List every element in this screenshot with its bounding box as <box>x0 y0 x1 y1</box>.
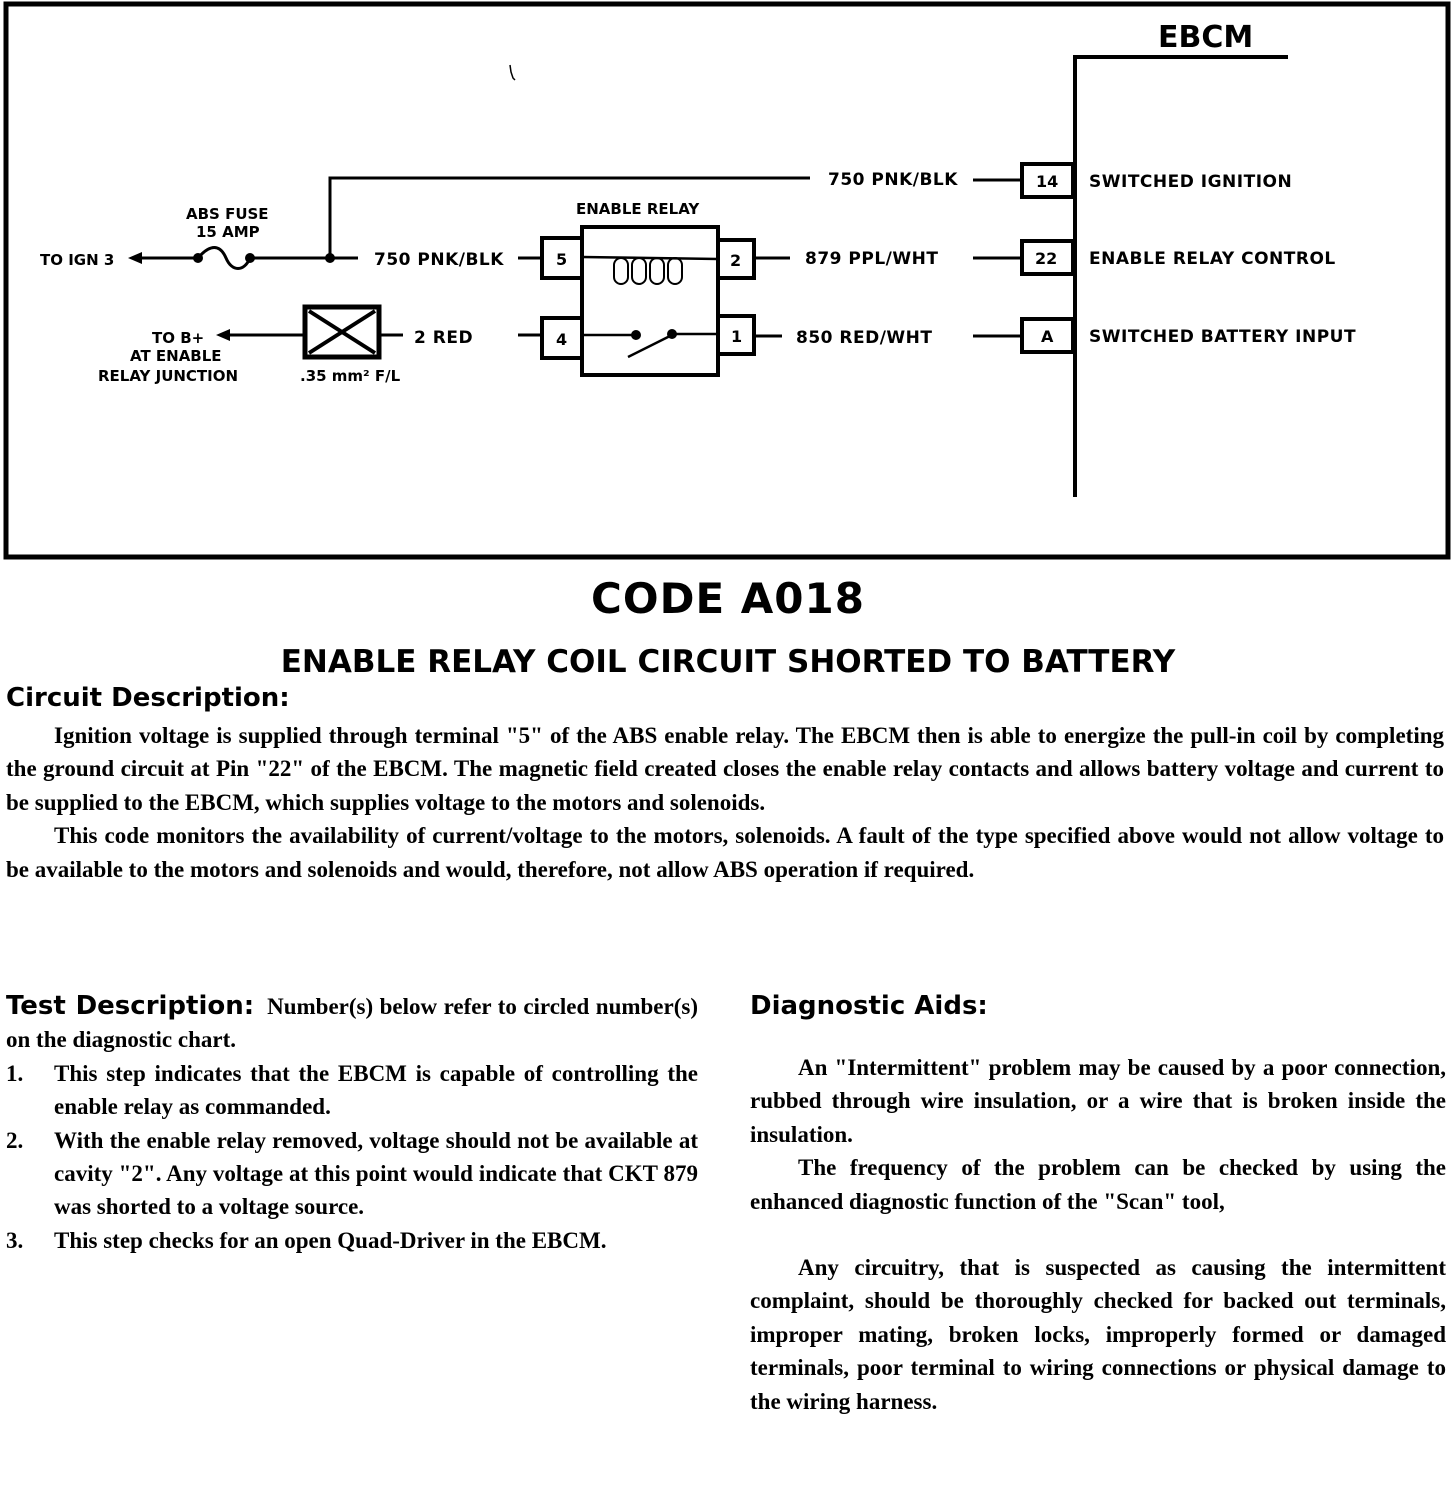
ebcm-switched-battery-input-label: SWITCHED BATTERY INPUT <box>1089 327 1357 347</box>
test-step <box>6 1057 698 1124</box>
code-subtitle: ENABLE RELAY COIL CIRCUIT SHORTED TO BATTERY <box>280 644 1176 680</box>
ebcm-outline <box>1075 57 1288 497</box>
ebcm-enable-relay-control-label: ENABLE RELAY CONTROL <box>1089 249 1336 269</box>
wiring-diagram <box>0 0 1456 565</box>
splice-dot <box>325 253 335 263</box>
relay-pin-2-label: 2 <box>730 251 742 270</box>
circuit-description-paragraph: Ignition voltage is supplied through terminal "5" of the ABS enable relay. The EBCM then is able to energize the pull-in coil by completing the ground circuit at Pin "22" of the EBCM. The magnetic field created closes the enable relay contacts and allows battery voltage and current to be supplied to the EBCM, which supplies voltage to the motors and solenoids. <box>6 723 1444 815</box>
test-step-text: With the enable relay removed, voltage should not be available at cavity "2". Any voltage at this point would indicate that CKT 879 was shorted to a voltage source. <box>54 1127 698 1220</box>
ebcm-switched-ignition-label: SWITCHED IGNITION <box>1089 172 1293 192</box>
ebcm-pin-22-label: 22 <box>1035 249 1058 268</box>
fusible-link-label: .35 mm² F/L <box>300 367 401 385</box>
diagnostic-aids-paragraph: The frequency of the problem can be checked by using the enhanced diagnostic function of the "Scan" tool, <box>750 1155 1446 1214</box>
fuse-label-line1: ABS FUSE <box>186 205 269 223</box>
wire-label-750-relay: 750 PNK/BLK <box>374 250 504 270</box>
diagnostic-aids-paragraph: Any circuitry, that is suspected as causing the intermittent complaint, should be thoroughly checked for backed out terminals, improper mating, broken locks, improperly formed or damaged terminals, poor terminal to wiring connections or physical damage to the wiring harness. <box>750 1255 1446 1414</box>
test-step <box>6 1224 698 1257</box>
relay-pin-5-label: 5 <box>556 250 568 269</box>
test-step-text: This step checks for an open Quad-Driver in the EBCM. <box>54 1227 607 1253</box>
to-b-plus-line1: TO B+ <box>152 329 205 347</box>
test-description-intro-block <box>6 990 698 1057</box>
test-steps-list <box>6 1057 698 1257</box>
ebcm-pin-14-label: 14 <box>1036 172 1059 191</box>
test-step-number: 2. <box>6 1127 24 1153</box>
test-step-text: This step indicates that the EBCM is capable of controlling the enable relay as commanded. <box>54 1060 698 1120</box>
relay-pin-1-label: 1 <box>731 327 743 346</box>
arrow-left-icon <box>216 329 230 341</box>
diagnostic-aids-paragraph: An "Intermittent" problem may be caused by a poor connection, rubbed through wire insulation, or a wire that is broken inside the insulation. <box>750 1055 1446 1147</box>
diagnostic-aids-section <box>750 990 1446 1418</box>
to-b-plus-line2: AT ENABLE <box>130 347 222 365</box>
relay-pin-4-label: 4 <box>556 330 568 349</box>
to-ign-3-label: TO IGN 3 <box>40 251 115 269</box>
circuit-description-heading: Circuit Description: <box>6 683 290 713</box>
ebcm-title: EBCM <box>1158 20 1254 55</box>
circuit-description-paragraph: This code monitors the availability of current/voltage to the motors, solenoids. A fault of the type specified above would not allow voltage to be available to the motors and solenoids and would, therefore, not allow ABS operation if required. <box>6 823 1444 882</box>
wire-label-2-red: 2 RED <box>414 328 474 348</box>
scan-speck <box>510 65 515 80</box>
wire-label-850: 850 RED/WHT <box>796 328 933 348</box>
test-description-intro: Number(s) below refer to circled number(s) on the diagnostic chart. <box>6 994 698 1053</box>
wire-label-879: 879 PPL/WHT <box>805 249 939 269</box>
arrow-left-icon <box>128 252 142 264</box>
code-title: CODE A018 <box>591 574 865 623</box>
test-description-section <box>6 990 698 1257</box>
circuit-description-body <box>6 719 1444 886</box>
test-step <box>6 1124 698 1224</box>
wire-label-750-top: 750 PNK/BLK <box>828 170 958 190</box>
fuse-label-line2: 15 AMP <box>196 223 260 241</box>
test-step-number: 1. <box>6 1060 24 1086</box>
relay-switch-contact-left <box>631 330 641 340</box>
enable-relay-body <box>582 227 718 375</box>
enable-relay-label: ENABLE RELAY <box>576 200 700 218</box>
ebcm-pin-A-label: A <box>1041 327 1054 346</box>
to-b-plus-line3: RELAY JUNCTION <box>98 367 239 385</box>
diagnostic-aids-heading: Diagnostic Aids: <box>750 991 988 1021</box>
fuse-icon <box>198 248 250 269</box>
diagram-frame <box>6 4 1448 557</box>
paragraph-gap <box>750 1218 1446 1251</box>
test-step-number: 3. <box>6 1227 24 1253</box>
test-description-heading: Test Description: <box>6 991 255 1021</box>
